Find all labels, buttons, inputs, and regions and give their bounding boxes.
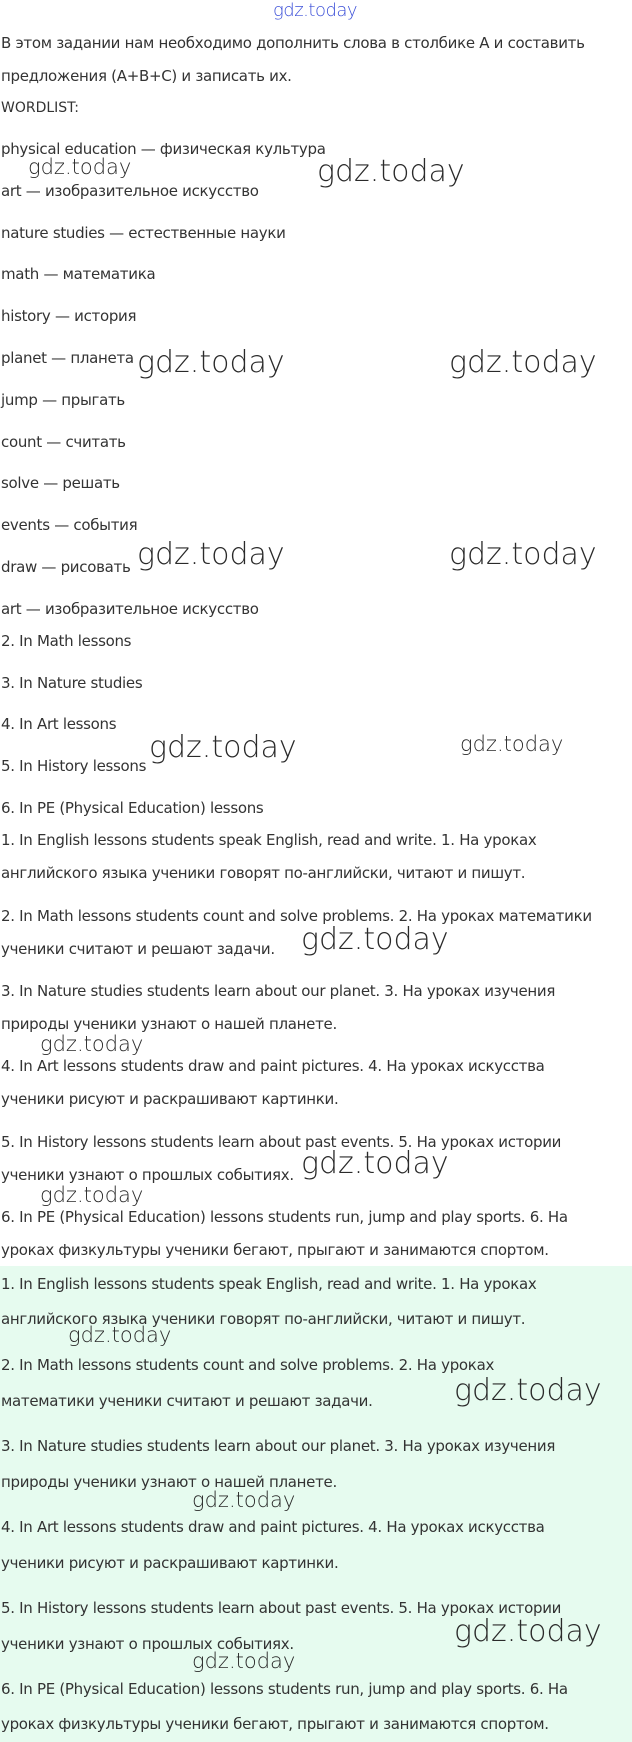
wordlist-heading: WORDLIST:: [1, 100, 79, 116]
watermark: gdz.today: [40, 1183, 144, 1207]
watermark: gdz.today: [317, 154, 465, 189]
wordlist-item: draw — рисовать: [1, 558, 131, 576]
completed-word: 5. In History lessons: [1, 757, 147, 775]
watermark: gdz.today: [449, 345, 597, 380]
watermark: gdz.today: [454, 1373, 602, 1408]
wordlist-item: events — события: [1, 516, 138, 534]
sentence-line: 3. In Nature studies students learn about our planet. 3. На уроках изучения: [1, 982, 556, 1000]
wordlist-item: art — изобразительное искусство: [1, 182, 259, 200]
sentence-line: 4. In Art lessons students draw and paint pictures. 4. На уроках искусства: [1, 1057, 545, 1075]
sentence-line: английского языка ученики говорят по-английски, читают и пишут.: [1, 864, 526, 882]
watermark: gdz.today: [273, 0, 358, 21]
answer-line: 6. In PE (Physical Education) lessons students run, jump and play sports. 6. На: [1, 1680, 568, 1698]
watermark: gdz.today: [137, 345, 285, 380]
answer-line: 5. In History lessons students learn about past events. 5. На уроках истории: [1, 1599, 562, 1617]
wordlist-item: physical education — физическая культура: [1, 140, 326, 158]
wordlist-item: count — считать: [1, 433, 126, 451]
watermark: gdz.today: [454, 1614, 602, 1649]
sentence-line: 5. In History lessons students learn about past events. 5. На уроках истории: [1, 1133, 562, 1151]
sentence-line: природы ученики узнают о нашей планете.: [1, 1015, 337, 1033]
answer-line: 3. In Nature studies students learn about our planet. 3. На уроках изучения: [1, 1437, 556, 1455]
wordlist-item: history — история: [1, 307, 137, 325]
wordlist-item: math — математика: [1, 265, 156, 283]
answer-line: английского языка ученики говорят по-английски, читают и пишут.: [1, 1310, 526, 1328]
completed-word: 4. In Art lessons: [1, 715, 117, 733]
watermark: gdz.today: [28, 155, 132, 179]
wordlist-item: jump — прыгать: [1, 391, 125, 409]
wordlist-item: nature studies — естественные науки: [1, 224, 286, 242]
watermark: gdz.today: [149, 730, 297, 765]
wordlist-item: art — изобразительное искусство: [1, 600, 259, 618]
sentence-line: ученики рисуют и раскрашивают картинки.: [1, 1090, 339, 1108]
sentence-line: уроках физкультуры ученики бегают, прыгают и занимаются спортом.: [1, 1241, 549, 1259]
sentence-line: 6. In PE (Physical Education) lessons students run, jump and play sports. 6. На: [1, 1208, 568, 1226]
completed-word: 3. In Nature studies: [1, 674, 143, 692]
watermark: gdz.today: [192, 1649, 296, 1673]
answer-line: ученики узнают о прошлых событиях.: [1, 1635, 294, 1653]
sentence-line: ученики считают и решают задачи.: [1, 940, 275, 958]
completed-word: 2. In Math lessons: [1, 632, 132, 650]
answer-line: ученики рисуют и раскрашивают картинки.: [1, 1554, 339, 1572]
sentence-line: 1. In English lessons students speak English, read and write. 1. На уроках: [1, 831, 537, 849]
answer-line: уроках физкультуры ученики бегают, прыгают и занимаются спортом.: [1, 1715, 549, 1733]
answer-line: 1. In English lessons students speak English, read and write. 1. На уроках: [1, 1275, 537, 1293]
watermark: gdz.today: [68, 1323, 172, 1347]
answer-line: 2. In Math lessons students count and solve problems. 2. На уроках: [1, 1356, 495, 1374]
intro-line-1: В этом задании нам необходимо дополнить слова в столбике А и составить: [1, 34, 585, 52]
answer-line: математики ученики считают и решают задачи.: [1, 1392, 373, 1410]
watermark: gdz.today: [40, 1032, 144, 1056]
wordlist-item: planet — планета: [1, 349, 134, 367]
intro-line-2: предложения (A+B+C) и записать их.: [1, 67, 292, 85]
watermark: gdz.today: [301, 922, 449, 957]
answer-line: природы ученики узнают о нашей планете.: [1, 1473, 337, 1491]
watermark: gdz.today: [192, 1488, 296, 1512]
wordlist-item: solve — решать: [1, 474, 120, 492]
watermark: gdz.today: [460, 732, 564, 756]
sentence-line: ученики узнают о прошлых событиях.: [1, 1166, 294, 1184]
sentence-line: 2. In Math lessons students count and solve problems. 2. На уроках математики: [1, 907, 592, 925]
watermark: gdz.today: [449, 537, 597, 572]
answer-line: 4. In Art lessons students draw and paint pictures. 4. На уроках искусства: [1, 1518, 545, 1536]
watermark: gdz.today: [137, 537, 285, 572]
watermark: gdz.today: [301, 1146, 449, 1181]
completed-word: 6. In PE (Physical Education) lessons: [1, 799, 264, 817]
